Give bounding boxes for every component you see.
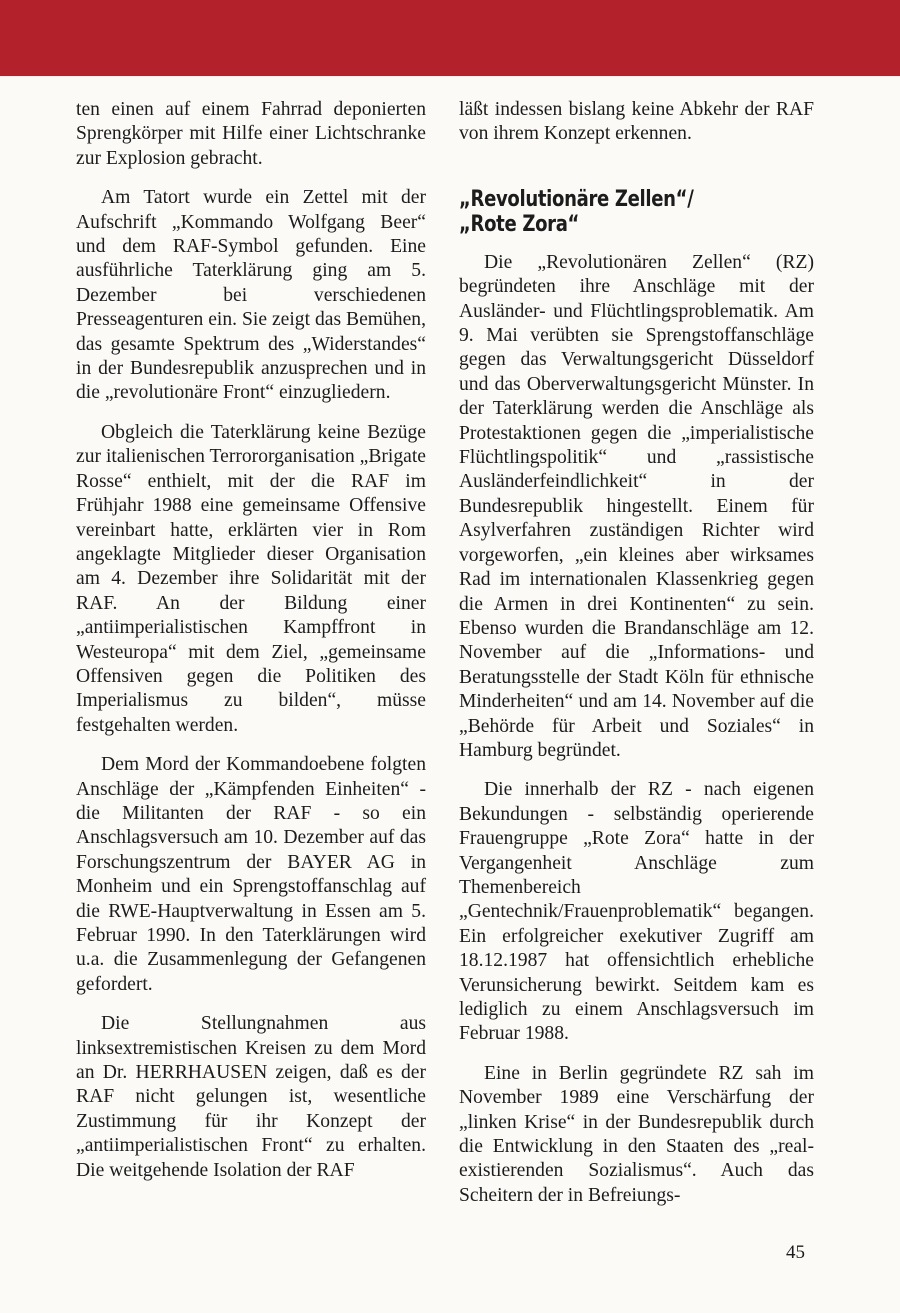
left-column bbox=[76, 98, 426, 1198]
paragraph: läßt indessen bislang keine Abkehr der RAF von ihrem Konzept erkennen. bbox=[459, 99, 814, 145]
right-column bbox=[459, 98, 814, 1223]
paragraph: Die Stellungnahmen aus linksextremistischen Kreisen zu dem Mord an Dr. HERRHAUSEN zeigen, daß es der RAF nicht gelungen ist, wesentliche Zustimmung für ihr Konzept der „antiimperialistischen Front“ zu erhalten. Die weitgehende Isolation der RAF bbox=[76, 1013, 426, 1181]
paragraph: Am Tatort wurde ein Zettel mit der Aufschrift „Kommando Wolfgang Beer“ und dem RAF-Symbol gefunden. Eine ausführliche Taterklärung ging am 5. Dezember bei verschiedenen Presseagenturen ein. Sie zeigt das Bemühen, das gesamte Spektrum des „Widerstandes“ in der Bundesrepublik anzusprechen und in die „revolutionäre Front“ einzugliedern. bbox=[76, 187, 426, 404]
paragraph: Obgleich die Taterklärung keine Bezüge zur italienischen Terrororganisation „Brigate Rosse“ enthielt, mit der die RAF im Frühjahr 1988 eine gemeinsame Offensive vereinbart hatte, erklärten vier in Rom angeklagte Mitglieder dieser Organisation am 4. Dezember ihre Solidarität mit der RAF. An der Bildung einer „antiimperialistischen Kampffront in Westeuropa“ mit dem Ziel, „gemeinsame Offensiven gegen die Politiken des Imperialismus zu bilden“, müsse festgehalten werden. bbox=[76, 421, 426, 736]
header-banner bbox=[0, 0, 900, 76]
paragraph: Die „Revolutionären Zellen“ (RZ) begründeten ihre Anschläge mit der Ausländer- und Flüchtlingsproblematik. Am 9. Mai verübten sie Sprengstoffanschläge gegen das Verwaltungsgericht Düsseldorf und das Oberverwaltungsgericht Münster. In der Taterklärung werden die Anschläge als Protestaktionen gegen die „imperialistische Flüchtlingspolitik“ und „rassistische Ausländerfeindlichkeit“ in der Bundesrepublik hingestellt. Einem für Asylverfahren zuständigen Richter wird vorgeworfen, „ein kleines aber wirksames Rad im internationalen Klassenkrieg gegen die Armen in drei Kontinenten“ zu sein. Ebenso wurden die Brandanschläge am 12. November auf die „Informations- und Beratungsstelle der Stadt Köln für ethnische Minderheiten“ und am 14. November auf die „Behörde für Arbeit und Soziales“ in Hamburg begründet. bbox=[459, 251, 814, 761]
paragraph: Die innerhalb der RZ - nach eigenen Bekundungen - selbständig operierende Frauengruppe „Rote Zora“ hatte in der Vergangenheit Anschläge zum Themenbereich „Gentechnik/Frauenproblematik“ begangen. Ein erfolgreicher exekutiver Zugriff am 18.12.1987 hat offensichtlich erhebliche Verunsicherung bewirkt. Seitdem kam es lediglich zu einem Anschlagsversuch im Februar 1988. bbox=[459, 779, 814, 1045]
paragraph: Dem Mord der Kommandoebene folgten Anschläge der „Kämpfenden Einheiten“ - die Militanten der RAF - so ein Anschlagsversuch am 10. Dezember auf das Forschungszentrum der BAYER AG in Monheim und ein Sprengstoffanschlag auf die RWE-Hauptverwaltung in Essen am 5. Februar 1990. In den Taterklärungen wird u.a. die Zusammenlegung der Gefangenen gefordert. bbox=[76, 754, 426, 995]
section-heading-line: „Revolutionäre Zellen“/ bbox=[459, 186, 694, 212]
page-number: 45 bbox=[786, 1242, 805, 1263]
section-heading-line: „Rote Zora“ bbox=[459, 211, 580, 237]
paragraph: ten einen auf einem Fahrrad deponierten Sprengkörper mit Hilfe einer Lichtschranke zur Explosion gebracht. bbox=[76, 99, 426, 169]
section-heading bbox=[459, 187, 750, 237]
paragraph: Eine in Berlin gegründete RZ sah im November 1989 eine Verschärfung der „linken Krise“ in der Bundesrepublik durch die Entwicklung in den Staaten des „real-existierenden Sozialismus“. Auch das Scheitern der in Befreiungs- bbox=[459, 1062, 814, 1206]
